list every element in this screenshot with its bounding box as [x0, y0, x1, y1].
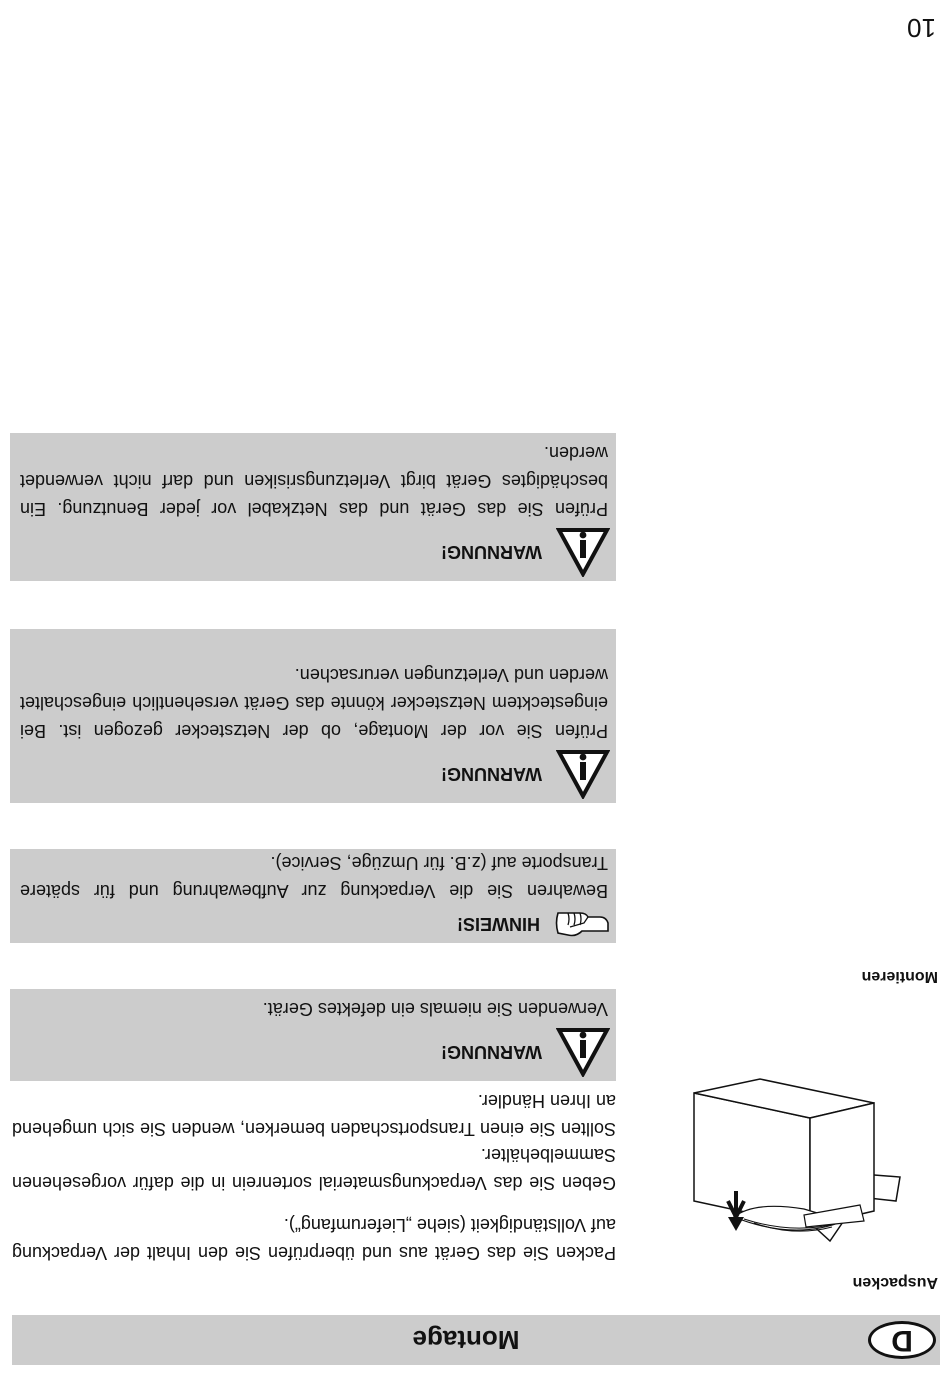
warning-triangle-icon [556, 527, 610, 577]
pointing-hand-icon [554, 909, 610, 939]
warning-title: WARNUNG! [441, 542, 542, 563]
section-heading-unpacking: Auspacken [852, 1274, 938, 1291]
warning-text-defective: Verwenden Sie niemals ein defektes Gerät. [262, 999, 608, 1019]
warning-heading-check-cable [441, 527, 610, 577]
unpacking-paragraph-3: Sollten Sie einen Transportschaden bemerken, wenden Sie sich umgehend an Ihren Händler. [12, 1091, 616, 1139]
warning-triangle-icon [556, 1027, 610, 1077]
note-heading [457, 909, 610, 939]
warning-heading-defective [441, 1027, 610, 1077]
warning-title: WARNUNG! [441, 764, 542, 785]
unpacking-box-illustration [664, 1011, 904, 1261]
warning-heading-unplug [441, 749, 610, 799]
page-number: 10 [907, 13, 936, 43]
warning-text-check-cable: Prüfen Sie das Gerät und das Netzkabel vor jeder Benutzung. Ein beschädigtes Gerät birgt Verletzungsrisiken und darf nicht verwendet werden. [20, 443, 608, 519]
unpacking-paragraph-2: Geben Sie das Verpackungsmaterial sortenrein in die dafür vorgesehenen Sammelbehälter. [12, 1145, 616, 1193]
warning-triangle-icon [556, 749, 610, 799]
page-title: Montage [412, 1325, 520, 1356]
unpacking-paragraph-1: Packen Sie das Gerät aus und überprüfen Sie den Inhalt der Verpackung auf Vollständigkeit (siehe „Lieferumfang“). [12, 1215, 616, 1263]
warning-title: WARNUNG! [441, 1042, 542, 1063]
language-badge: D [868, 1321, 936, 1359]
note-text: Bewahren Sie die Verpackung zur Aufbewahrung und für spätere Transporte auf (z.B. für Umzüge, Service). [20, 853, 608, 901]
note-title: HINWEIS! [457, 914, 540, 935]
section-heading-mounting: Montieren [861, 968, 938, 985]
warning-text-unplug: Prüfen Sie vor der Montage, ob der Netzstecker gezogen ist. Bei eingestecktem Netzstecker könnte das Gerät versehentlich eingeschaltet werden und Verletzungen verursachen. [20, 665, 608, 741]
